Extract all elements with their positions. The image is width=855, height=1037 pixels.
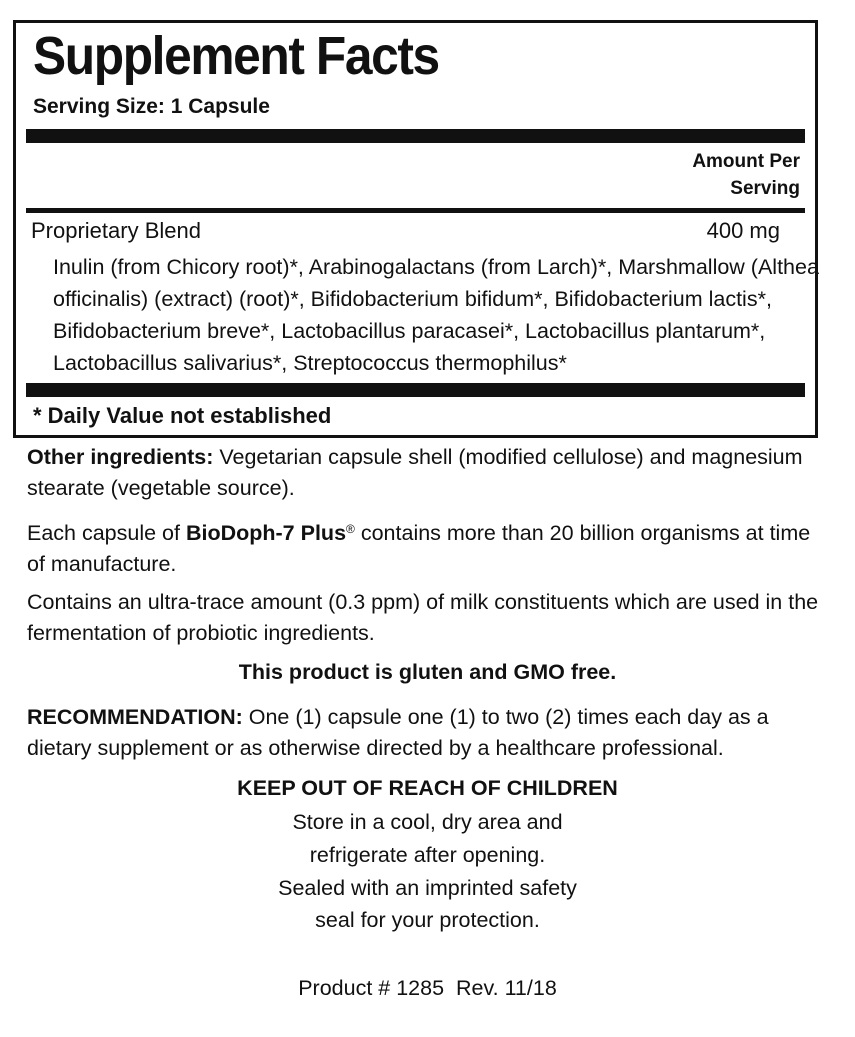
storage-line: Store in a cool, dry area and (292, 810, 563, 834)
header-divider (26, 208, 805, 213)
product-name: BioDoph-7 Plus (185, 521, 347, 545)
storage-line: Sealed with an imprinted safety (278, 876, 577, 900)
recommendation (27, 702, 827, 764)
storage-line: seal for your protection. (315, 908, 540, 932)
registered-mark: ® (346, 522, 355, 536)
daily-value-note: * Daily Value not established (33, 403, 332, 428)
capsule-info-prefix: Each capsule of (27, 521, 186, 545)
amount-per-serving-header (670, 148, 800, 202)
facts-title: Supplement Facts (33, 26, 439, 86)
amount-header-line1: Amount Per (692, 151, 800, 172)
thick-divider-bottom (26, 383, 805, 397)
gluten-gmo-note: This product is gluten and GMO free. (238, 660, 617, 684)
thick-divider-top (26, 129, 805, 143)
serving-size: Serving Size: 1 Capsule (33, 95, 270, 118)
amount-header-line2: Serving (730, 178, 800, 199)
capsule-info-suffix: contains more than 20 billion organisms at time of manufacture. (27, 521, 811, 576)
keep-out-warning: KEEP OUT OF REACH OF CHILDREN (237, 776, 618, 800)
recommendation-label: RECOMMENDATION: (27, 705, 243, 729)
blend-amount: 400 mg (706, 218, 780, 243)
other-ingredients-label: Other ingredients: (27, 445, 214, 469)
blend-ingredients: Inulin (from Chicory root)*, Arabinogalactans (from Larch)*, Marshmallow (Althea officinalis) (extract) (root)*, Bifidobacterium bifidum*, Bifidobacterium lactis*, Bifidobacterium breve*, Lactobacillus paracasei*, Lactobacillus plantarum*, Lactobacillus salivarius*, Streptococcus thermophilus* (53, 255, 819, 375)
recommendation-text: One (1) capsule one (1) to two (2) times each day as a dietary supplement or as otherwise directed by a healthcare professional. (27, 705, 769, 760)
product-code: Product # 1285 Rev. 11/18 (298, 976, 557, 1000)
other-ingredients-text: Vegetarian capsule shell (modified cellulose) and magnesium stearate (vegetable source). (27, 445, 803, 500)
supplement-facts-panel (13, 20, 818, 438)
capsule-info (27, 514, 827, 580)
other-ingredients (27, 442, 827, 504)
blend-name: Proprietary Blend (31, 218, 201, 243)
storage-line: refrigerate after opening. (309, 843, 546, 867)
milk-note: Contains an ultra-trace amount (0.3 ppm) of milk constituents which are used in the fermentation of probiotic ingredients. (27, 590, 819, 645)
